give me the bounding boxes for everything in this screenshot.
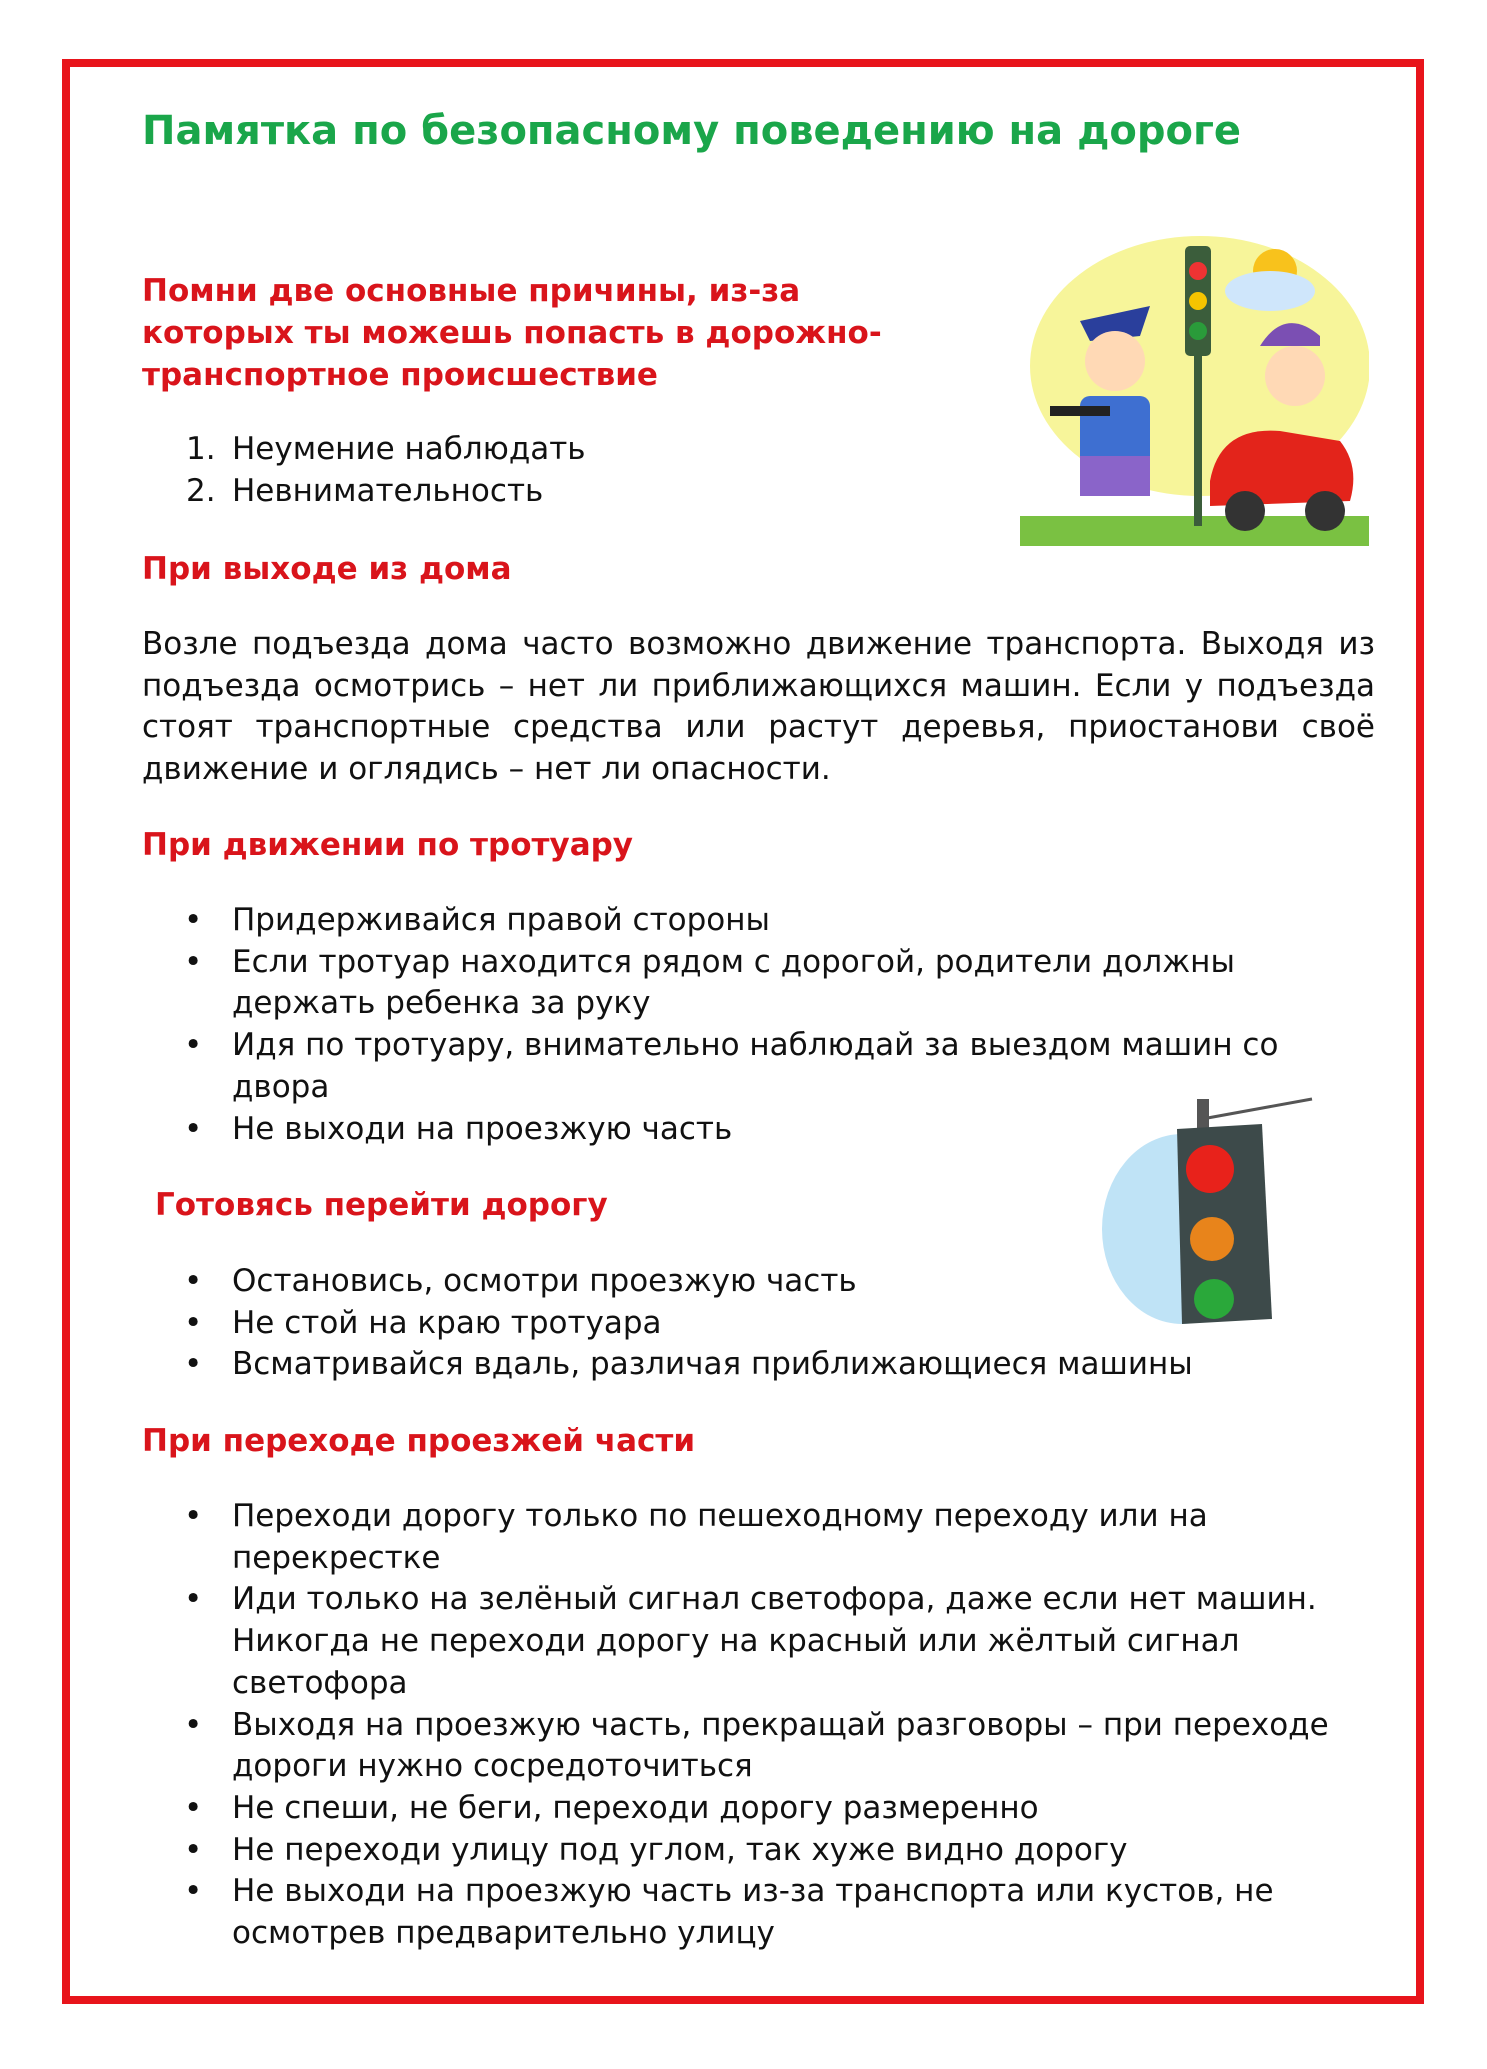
intro-heading-line: транспортное происшествие: [142, 357, 658, 393]
bullet: •: [184, 1873, 203, 1910]
list-item: [142, 900, 1375, 942]
item-text: Придерживайся правой стороны: [232, 902, 770, 938]
intro-heading: [142, 270, 1002, 396]
intro-heading-line: которых ты можешь попасть в дорожно-: [142, 315, 882, 351]
bullet: •: [184, 1304, 203, 1341]
list-item: [142, 1579, 1375, 1704]
item-text: Неумение наблюдать: [232, 431, 586, 467]
bullet: •: [184, 1831, 203, 1868]
crossing-heading: При переходе проезжей части: [142, 1423, 696, 1459]
list-item: [142, 1705, 1375, 1788]
leaving-home-heading: При выходе из дома: [142, 551, 512, 587]
item-text: Не переходи улицу под углом, так хуже видно дорогу: [232, 1831, 1128, 1868]
preparing-heading: Готовясь перейти дорогу: [155, 1187, 608, 1223]
item-number: 2.: [186, 472, 216, 509]
item-text: Идя по тротуару, внимательно наблюдай за выездом машин со двора: [232, 1027, 1279, 1105]
leaving-home-text: Возле подъезда дома часто возможно движение транспорта. Выходя из подъезда осмотрись – нет ли приближающихся машин. Если у подъезда стоят транспортные средства или растут деревья, приостанови своё движение и оглядись – нет ли опасности.: [142, 626, 1375, 788]
intro-heading-line: Помни две основные причины, из-за: [142, 273, 801, 309]
item-text: Остановись, осмотри проезжую часть: [232, 1263, 857, 1299]
item-text: Не спеши, не беги, переходи дорогу размеренно: [232, 1789, 1039, 1826]
bullet: •: [184, 902, 203, 938]
list-item: [142, 942, 1375, 1025]
item-number: 1.: [186, 431, 216, 467]
item-text: Не выходи на проезжую часть из-за транспорта или кустов, не осмотрев предварительно улицу: [232, 1873, 1274, 1952]
list-item: [142, 1261, 1375, 1303]
page-title: Памятка по безопасному поведению на дороге: [142, 108, 1242, 154]
preparing-list: [142, 1261, 1375, 1386]
item-text: Выходя на проезжую часть, прекращай разговоры – при переходе дороги нужно сосредоточиться: [232, 1706, 1329, 1785]
item-text: Если тротуар находится рядом с дорогой, родители должны держать ребенка за руку: [232, 943, 1235, 1022]
bullet: •: [184, 1110, 203, 1147]
crossing-list: [142, 1496, 1375, 1955]
list-item: [142, 1788, 1375, 1830]
bullet: •: [184, 1263, 203, 1299]
bullet: •: [184, 1581, 203, 1618]
bullet: •: [184, 1027, 203, 1064]
bullet: •: [184, 1706, 203, 1743]
bullet: •: [184, 1498, 203, 1534]
bullet: •: [184, 943, 203, 980]
item-text: Всматривайся вдаль, различая приближающиеся машины: [232, 1346, 1193, 1383]
list-item: [142, 1871, 1375, 1954]
list-item: [142, 471, 586, 513]
bullet: •: [184, 1346, 203, 1383]
causes-list: [142, 429, 586, 512]
item-text: Иди только на зелёный сигнал светофора, даже если нет машин. Никогда не переходи дорогу на красный или жёлтый сигнал светофора: [232, 1581, 1317, 1701]
list-item: [142, 1303, 1375, 1345]
item-text: Не стой на краю тротуара: [232, 1304, 662, 1341]
list-item: [142, 429, 586, 471]
item-text: Не выходи на проезжую часть: [232, 1110, 733, 1147]
bullet: •: [184, 1789, 203, 1826]
item-text: Невнимательность: [232, 472, 544, 509]
children-traffic-light-illustration: [1020, 226, 1369, 559]
list-item: [142, 1344, 1375, 1386]
list-item: [142, 1830, 1375, 1872]
list-item: [142, 1496, 1375, 1579]
item-text: Переходи дорогу только по пешеходному переходу или на перекрестке: [232, 1498, 1208, 1576]
sidewalk-heading: При движении по тротуару: [142, 827, 634, 863]
